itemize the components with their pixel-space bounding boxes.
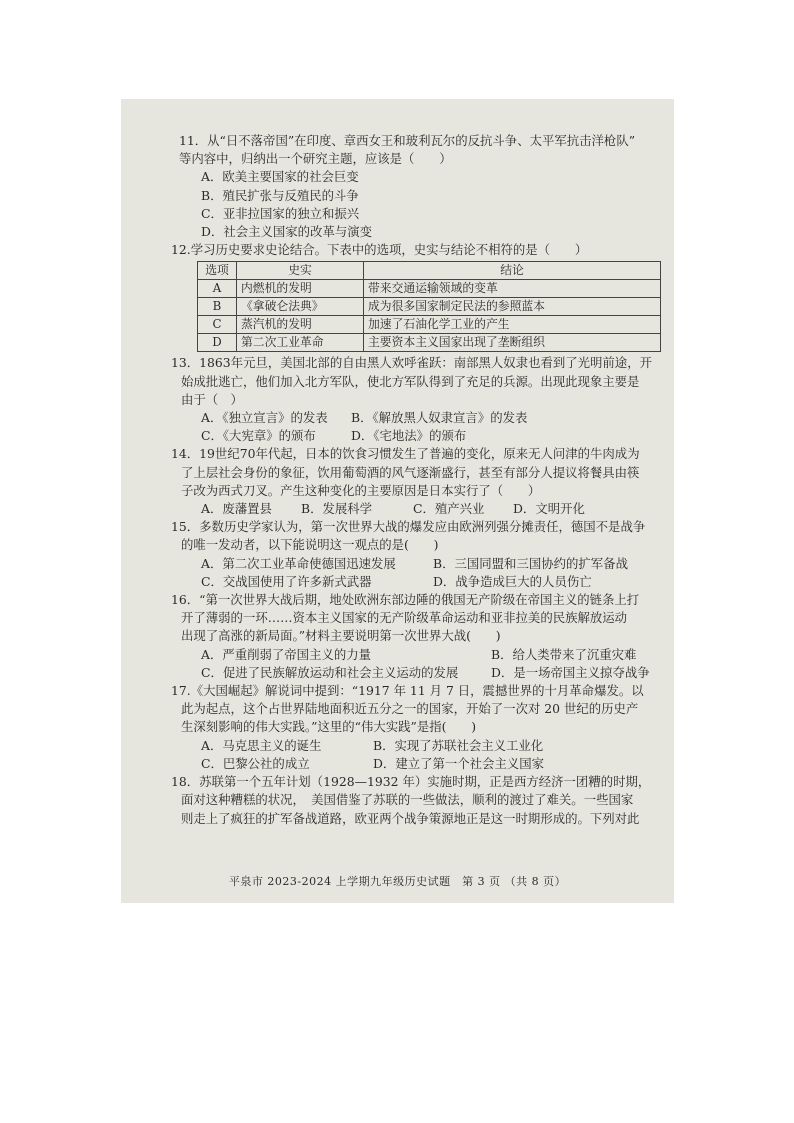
question-text: 15．多数历史学家认为，第一次世界大战的爆发应由欧洲列强分摊责任，德国不是战争 (171, 519, 646, 535)
option-row (171, 646, 667, 664)
table-cell: 第二次工业革命 (237, 334, 364, 352)
question-text: 12.学习历史要求史论结合。下表中的选项，史实与结论不相符的是（ ） (171, 242, 588, 258)
table-row (198, 316, 661, 334)
option-c: C．巴黎公社的成立 (201, 755, 310, 771)
question-text: 则走上了疯狂的扩军备战道路，欧亚两个战争策源地正是这一时期形成的。下列对此 (181, 810, 640, 826)
question-text: 11．从“日不落帝国”在印度、章西女王和玻利瓦尔的反抗斗争、太平军抗击洋枪队” (179, 133, 636, 148)
question-text: 此为起点，这个占世界陆地面积近五分之一的国家，开始了一次对 20 世纪的历史产 (181, 701, 639, 717)
table-row (198, 334, 661, 352)
option-b: B．给人类带来了沉重灾难 (491, 646, 637, 662)
option-b: B．《解放黑人奴隶宣言》的发表 (351, 410, 528, 426)
question-17 (171, 682, 667, 773)
option-d: D．社会主义国家的改革与演变 (201, 224, 373, 240)
question-text: 17.《大国崛起》解说词中提到：“1917 年 11 月 7 日，震撼世界的十月革命爆发。以 (171, 683, 644, 699)
question-11 (179, 132, 667, 241)
table-header-row (198, 262, 661, 280)
table-cell: A (198, 280, 237, 298)
question-text: 生深刻影响的伟大实践。”这里的“伟大实践”是指( ) (181, 719, 477, 735)
table-cell: C (198, 316, 237, 334)
question-text: 16．“第一次世界大战后期，地处欧洲东部边陲的俄国无产阶级在帝国主义的链条上打 (171, 592, 640, 608)
option-b: B．实现了苏联社会主义工业化 (373, 737, 544, 753)
question-text: 13．1863年元旦，美国北部的自由黑人欢呼雀跃：南部黑人奴隶也看到了光明前途，开 (171, 355, 652, 371)
option-d: D．是一场帝国主义掠夺战争 (491, 664, 650, 680)
option-c: C．促进了民族解放运动和社会主义运动的发展 (201, 664, 459, 680)
table-header: 结论 (364, 262, 661, 280)
option-row (171, 664, 667, 682)
question-14 (171, 445, 667, 518)
question-text: 14．19世纪70年代起，日本的饮食习惯发生了普遍的变化，原来无人问津的牛肉成为 (171, 446, 640, 462)
option-c: C．殖产兴业 (413, 501, 485, 517)
question-text: 18．苏联第一个五年计划（1928—1932 年）实施时期，正是西方经济一团糟的时期， (171, 774, 651, 790)
option-a: A．第二次工业革命使德国迅速发展 (201, 555, 396, 571)
table-header: 史实 (237, 262, 364, 280)
option-d: D．文明开化 (513, 501, 585, 517)
table-cell: 主要资本主义国家出现了垄断组织 (364, 334, 661, 352)
table-cell: B (198, 298, 237, 316)
option-row (171, 573, 667, 591)
table-cell: D (198, 334, 237, 352)
option-b: B．发展科学 (301, 501, 373, 517)
option-d: D．建立了第一个社会主义国家 (373, 755, 545, 771)
table-row (198, 298, 661, 316)
option-a: A．马克思主义的诞生 (201, 737, 322, 753)
option-a: A．严重削弱了帝国主义的力量 (201, 646, 372, 662)
table-row (198, 280, 661, 298)
question-13 (171, 354, 667, 445)
option-c: C．《大宪章》的颁布 (201, 428, 316, 444)
table-header: 选项 (198, 262, 237, 280)
option-row (171, 737, 667, 755)
exam-content (171, 132, 667, 828)
option-b: B．三国同盟和三国协约的扩军备战 (433, 555, 628, 571)
option-row (171, 500, 667, 518)
option-d: D．战争造成巨大的人员伤亡 (433, 573, 592, 589)
exam-paper-page (121, 99, 674, 903)
question-text: 子改为西式刀叉。产生这种变化的主要原因是日本实行了（ ） (181, 482, 541, 498)
question-text: 由于（ ） (181, 391, 243, 407)
option-a: A．欧美主要国家的社会巨变 (201, 169, 359, 185)
fact-conclusion-table (197, 261, 661, 352)
question-text: 的唯一发动者，以下能说明这一观点的是( ) (181, 537, 439, 553)
question-text: 等内容中，归纳出一个研究主题，应该是（ ） (179, 151, 452, 167)
question-12 (171, 241, 667, 352)
option-row (171, 555, 667, 573)
option-c: C．交战国使用了许多新式武器 (201, 573, 372, 589)
option-row (171, 755, 667, 773)
question-15 (171, 518, 667, 591)
table-cell: 内燃机的发明 (237, 280, 364, 298)
question-text: 始成批逃亡，他们加入北方军队，使北方军队得到了充足的兵源。出现此现象主要是 (181, 373, 640, 389)
question-16 (171, 591, 667, 682)
page-footer: 平泉市 2023-2024 上学期九年级历史试题 第 3 页 （共 8 页） (228, 875, 567, 888)
table-cell: 加速了石油化学工业的产生 (364, 316, 661, 334)
question-text: 面对这种糟糕的状况， 美国借鉴了苏联的一些做法，顺利的渡过了难关。一些国家 (181, 792, 634, 808)
table-cell: 《拿破仑法典》 (237, 298, 364, 316)
option-a: A．《独立宣言》的发表 (201, 410, 328, 426)
table-cell: 蒸汽机的发明 (237, 316, 364, 334)
option-c: C．亚非拉国家的独立和振兴 (201, 205, 360, 221)
option-row (171, 427, 667, 445)
question-text: 开了薄弱的一环……资本主义国家的无产阶级革命运动和亚非拉美的民族解放运动 (181, 610, 628, 626)
table-cell: 成为很多国家制定民法的参照蓝本 (364, 298, 661, 316)
question-text: 了上层社会身份的象征，饮用葡萄酒的风气逐渐盛行，甚至有部分人提议将餐具由筷 (181, 464, 640, 480)
option-row (171, 409, 667, 427)
option-b: B．殖民扩张与反殖民的斗争 (201, 187, 359, 203)
question-text: 出现了高涨的新局面。”材料主要说明第一次世界大战( ) (181, 628, 501, 644)
option-d: D．《宅地法》的颁布 (351, 428, 467, 444)
question-18 (171, 773, 667, 828)
table-cell: 带来交通运输领域的变革 (364, 280, 661, 298)
option-a: A．废藩置县 (201, 501, 272, 517)
